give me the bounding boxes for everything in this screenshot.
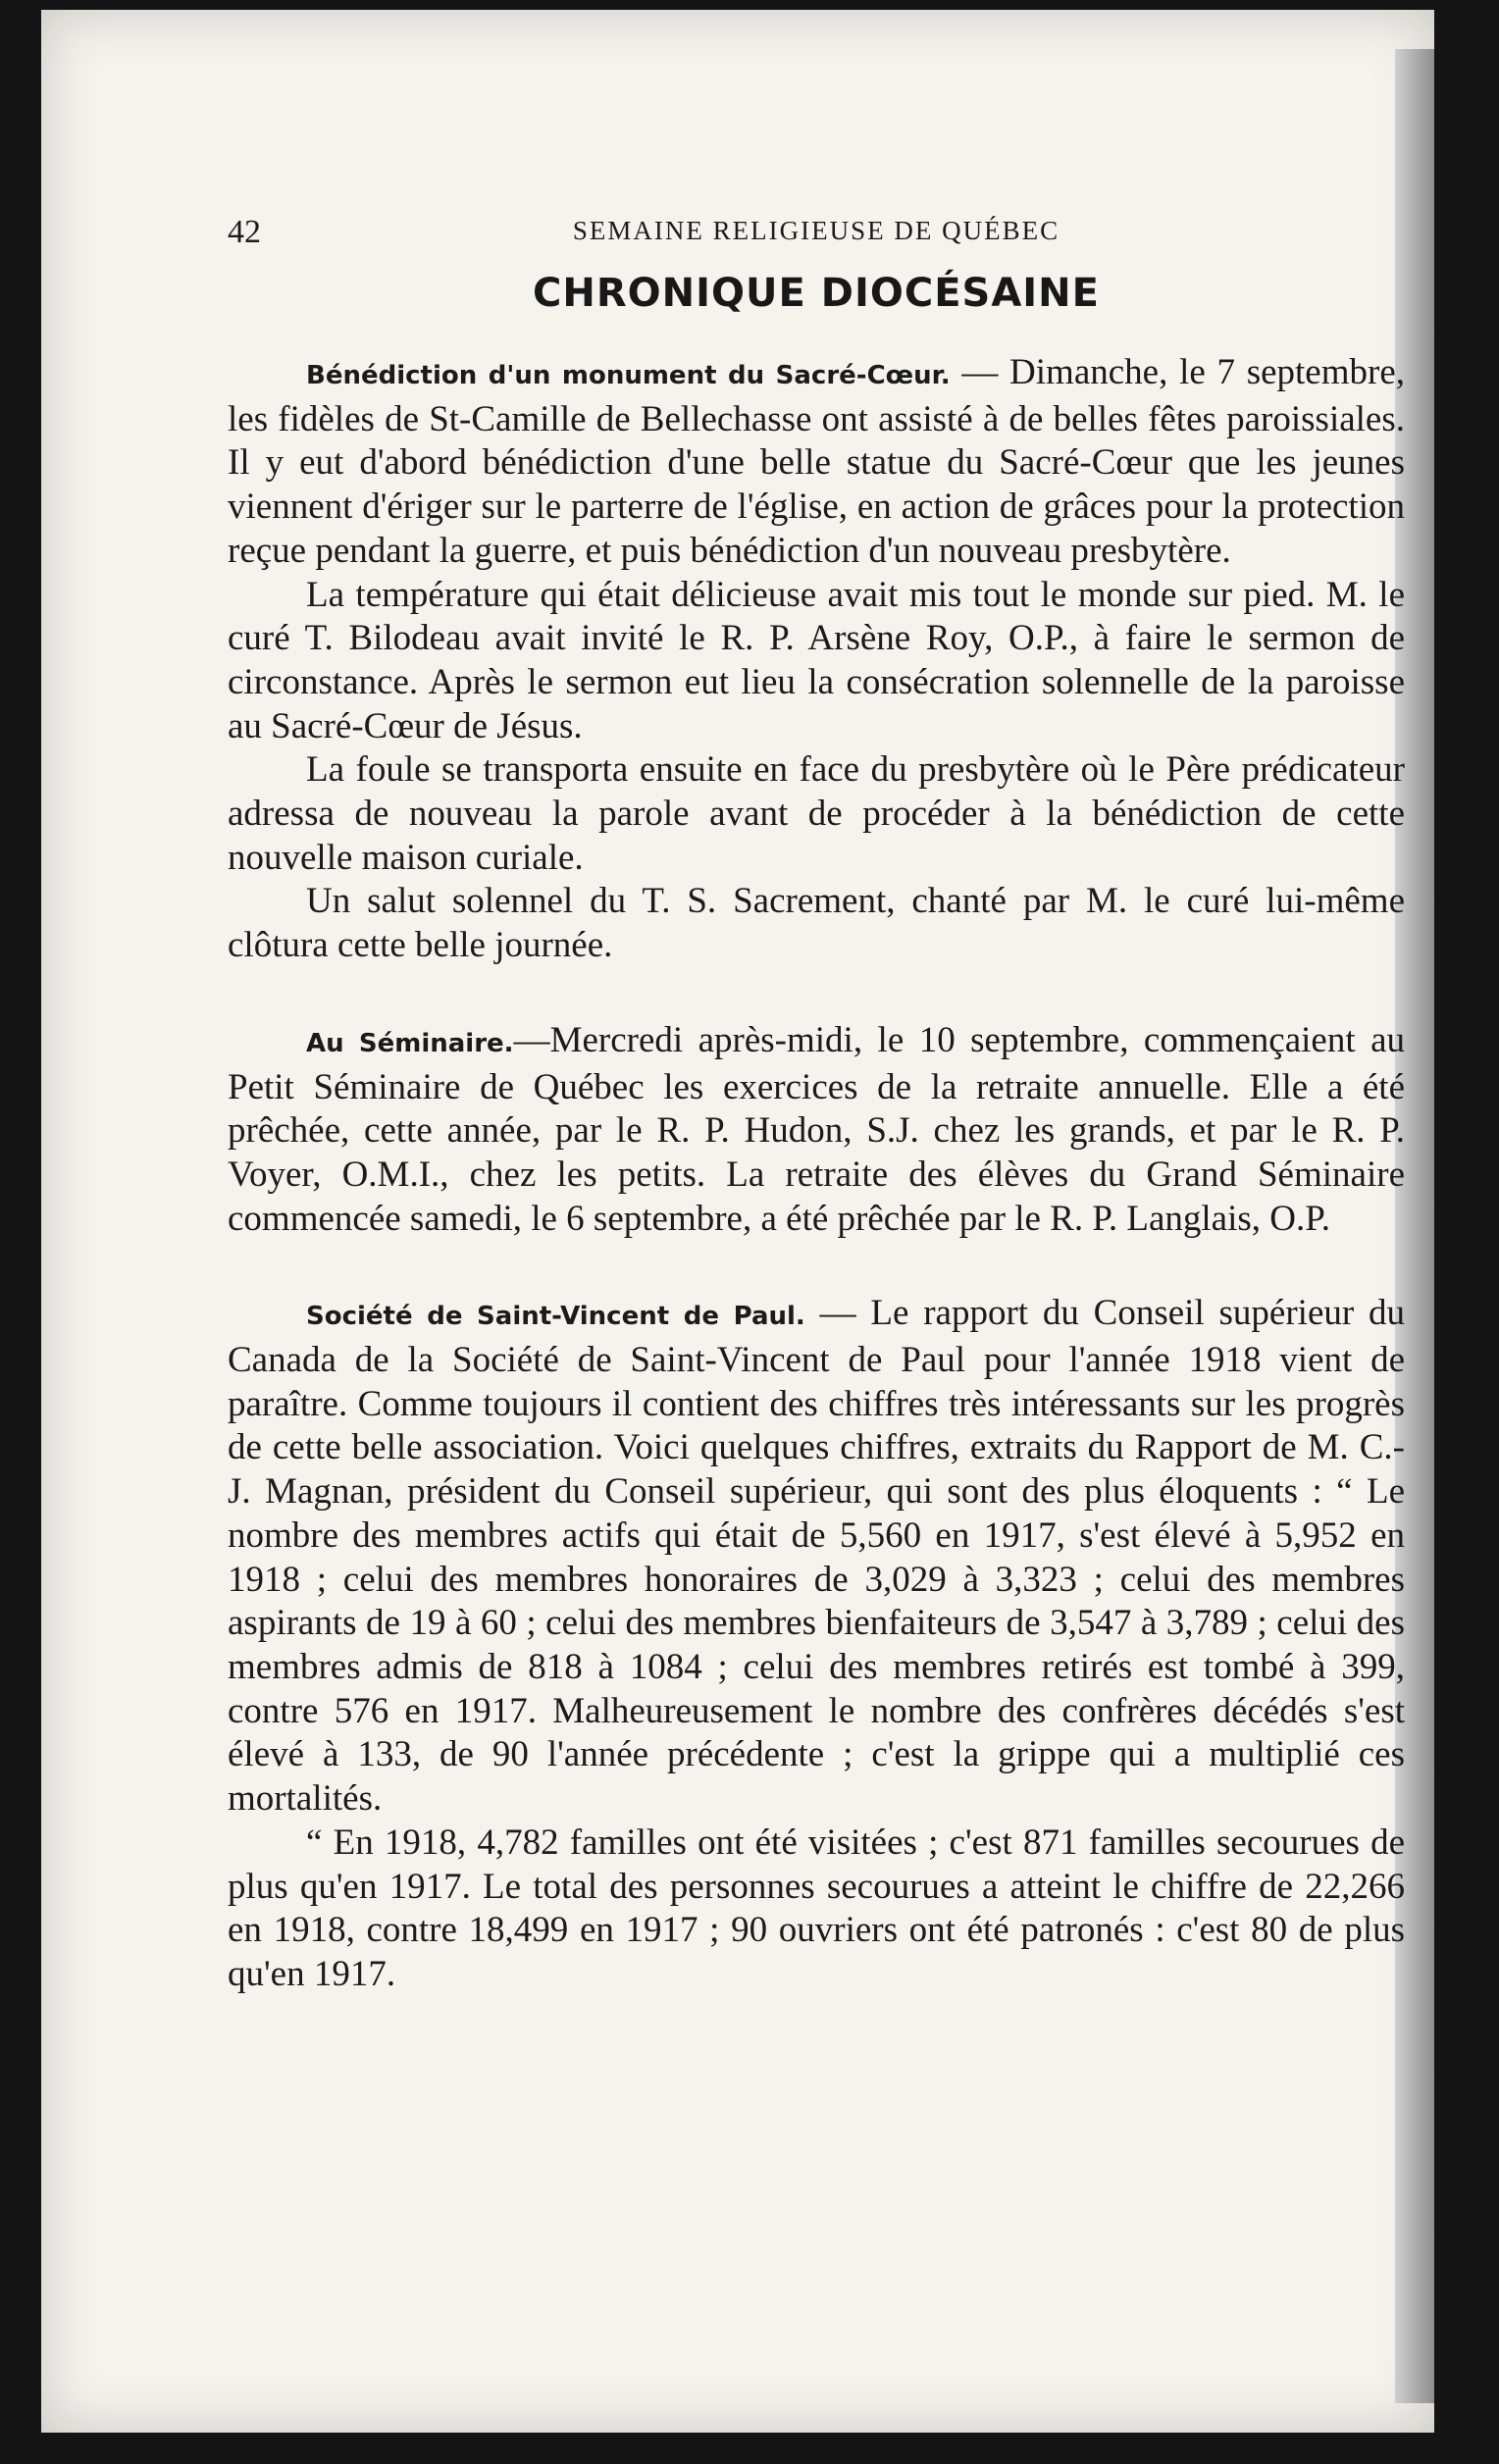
article-body: — Le rapport du Conseil supérieur du Canada de la Société de Saint-Vincent de Paul pour l'année 1918 vient de paraître. Comme toujours il contient des chiffres très intéressants sur les progrès de cette belle association. Voici quelques chiffres, extraits du Rapport de M. C.-J. Magnan, président du Conseil supérieur, qui sont des plus éloquents : “ Le nombre des membres actifs qui était de 5,560 en 1917, s'est élevé à 5,952 en 1918 ; celui des membres honoraires de 3,029 à 3,323 ; celui des membres aspirants de 19 à 60 ; celui des membres bienfaiteurs de 3,547 à 3,789 ; celui des membres admis de 818 à 1084 ; celui des membres retirés est tombé à 399, contre 576 en 1917. Malheureusement le nombre des confrères décédés s'est élevé à 133, de 90 l'année précédente ; c'est la grippe qui a multiplié ces mortalités.: [228, 1293, 1406, 1820]
article-paragraph: “ En 1918, 4,782 familles ont été visitées ; c'est 871 familles secourues de plus qu'en 1917. Le total des personnes secourues a atteint le chiffre de 22,266 en 1918, contre 18,499 en 1917 ; 90 ouvriers ont été patronés : c'est 80 de plus qu'en 1917.: [228, 1822, 1405, 1994]
article-au-seminaire: [228, 1019, 1405, 1242]
article-paragraph: La température qui était délicieuse avait mis tout le monde sur pied. M. le curé T. Bilodeau avait invité le R. P. Arsène Roy, O.P., à faire le sermon de circonstance. Après le sermon eut lieu la consécration solennelle de la paroisse au Sacré-Cœur de Jésus.: [228, 574, 1405, 746]
article-paragraph: [228, 1292, 1405, 1821]
article-headline: Au Séminaire.: [306, 1028, 514, 1058]
running-head: [228, 196, 1405, 265]
article-saint-vincent-de-paul: [228, 1292, 1405, 1996]
article-body: —Mercredi après-midi, le 10 septembre, commençaient au Petit Séminaire de Québec les exercices de la retraite annuelle. Elle a été prêchée, cette année, par le R. P. Hudon, S.J. chez les grands, et par le R. P. Voyer, O.M.I., chez les petits. La retraite des élèves du Grand Séminaire commencée samedi, le 6 septembre, a été prêchée par le R. P. Langlais, O.P.: [228, 1019, 1405, 1239]
article-paragraph: [228, 351, 1405, 574]
article-headline: Bénédiction d'un monument du Sacré-Cœur.: [306, 361, 951, 390]
article-benediction-monument: [228, 351, 1405, 968]
article-paragraph: La foule se transporta ensuite en face du presbytère où le Père prédicateur adressa de nouveau la parole avant de procéder à la bénédiction de cette nouvelle maison curiale.: [228, 749, 1405, 878]
page-content: [228, 196, 1405, 1997]
journal-title: SEMAINE RELIGIEUSE DE QUÉBEC: [572, 216, 1060, 245]
page-number: 42: [228, 214, 261, 250]
article-headline: Société de Saint-Vincent de Paul.: [306, 1302, 805, 1332]
paper-sheet: [41, 10, 1434, 2433]
article-paragraph: [228, 1019, 1405, 1242]
section-title: CHRONIQUE DIOCÉSAINE: [533, 271, 1100, 316]
article-body: — Dimanche, le 7 septembre, les fidèles de St-Camille de Bellechasse ont assisté à de belles fêtes paroissiales. Il y eut d'abord bénédiction d'une belle statue du Sacré-Cœur que les jeunes viennent d'ériger sur le parterre de l'église, en action de grâces pour la protection reçue pendant la guerre, et puis bénédiction d'un nouveau presbytère.: [228, 352, 1405, 571]
article-paragraph: Un salut solennel du T. S. Sacrement, chanté par M. le curé lui-même clôtura cette belle journée.: [228, 881, 1405, 966]
